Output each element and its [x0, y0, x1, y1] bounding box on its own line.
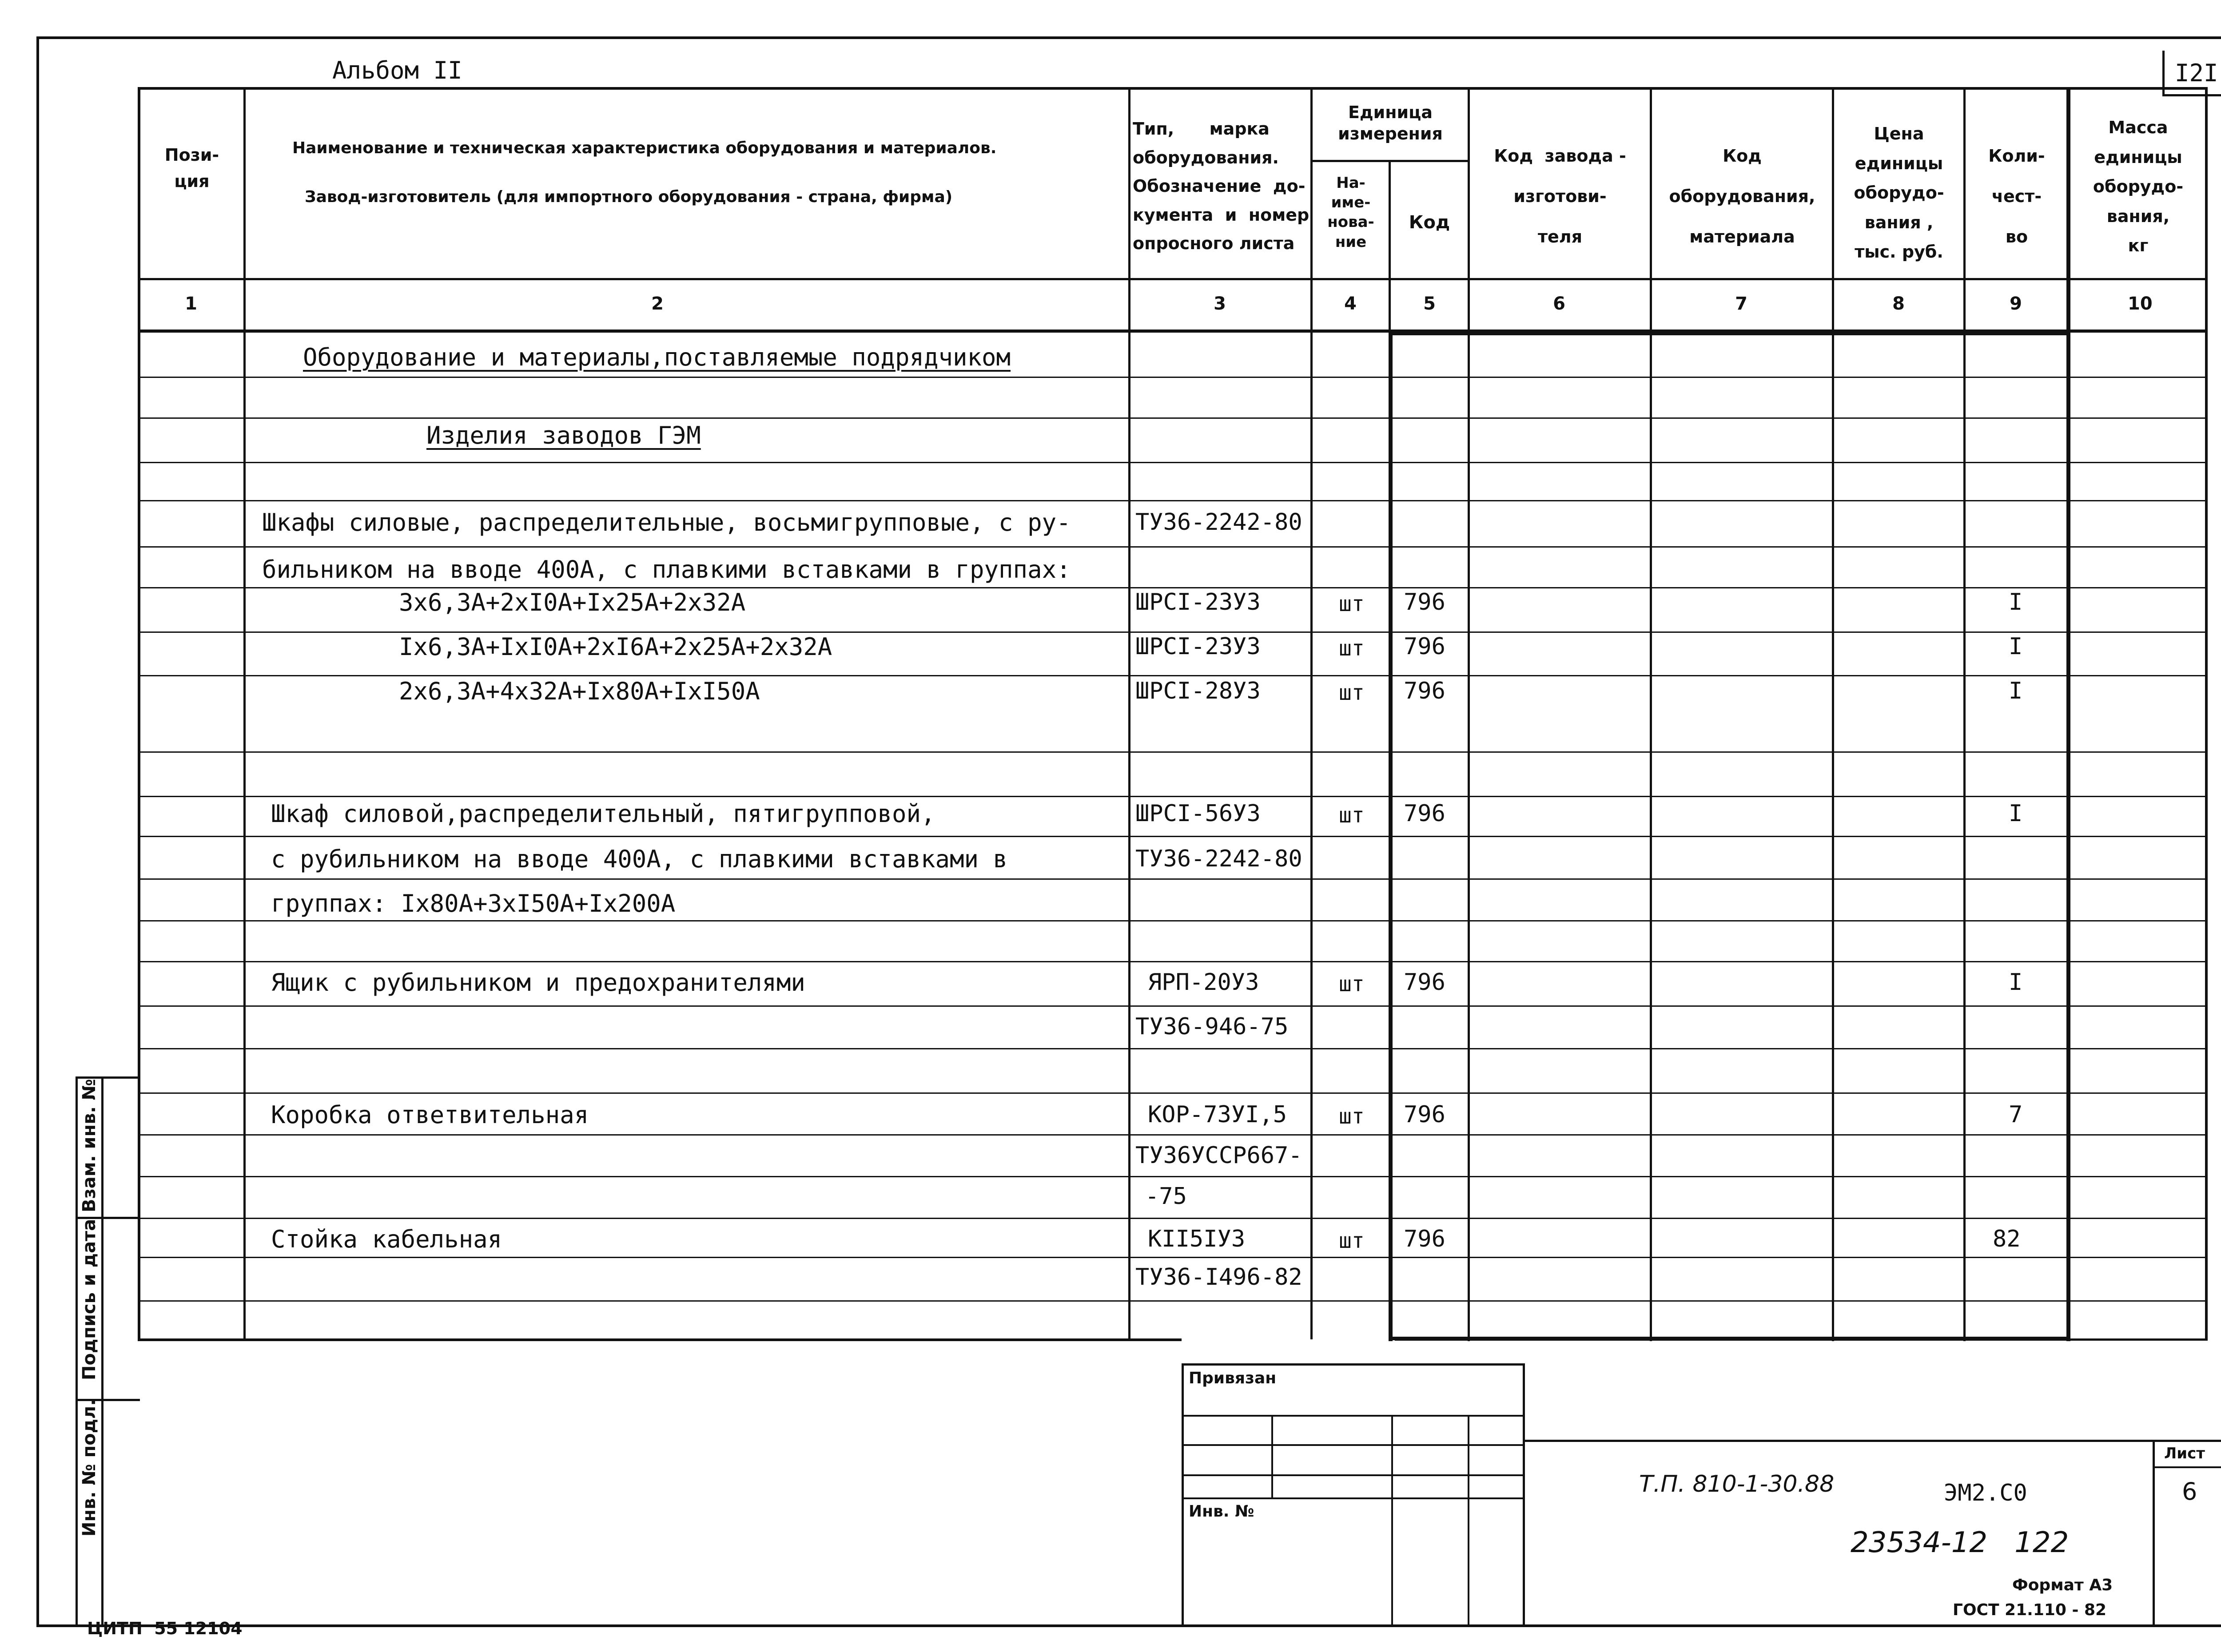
row-unit-code: 796: [1404, 678, 1445, 704]
row-type: КОР-73УI,5: [1148, 1101, 1287, 1128]
row-quantity: I: [2009, 589, 2023, 616]
row-quantity: I: [2009, 969, 2023, 996]
col4-group-header: Единица измерения: [1338, 103, 1443, 143]
header-bottom: [138, 278, 2208, 280]
row-line: [140, 920, 2206, 921]
list-label: Лист: [2164, 1445, 2205, 1462]
col1-header: Пози- ция: [164, 145, 219, 191]
row-type: ТУ36-2242-80: [1135, 509, 1302, 536]
row-line: [140, 1257, 2206, 1258]
column-number-10: 10: [2128, 294, 2153, 314]
row-line: [140, 751, 2206, 753]
row-type: ТУ36-I496-82: [1135, 1264, 1302, 1291]
row-line: [140, 1176, 2206, 1177]
row-line: [140, 836, 2206, 837]
row-name: Шкаф силовой,распределительный, пятигрупповой,: [271, 800, 935, 828]
col7-header: Код оборудования, материала: [1669, 146, 1815, 247]
album-title: Альбом II: [332, 56, 462, 84]
tb-list-sep: [2153, 1466, 2221, 1468]
column-number-6: 6: [1553, 294, 1565, 314]
row-line: [140, 796, 2206, 797]
column-number-7: 7: [1735, 294, 1747, 314]
row-line: [140, 546, 2206, 548]
table-right: [2205, 87, 2208, 1339]
col10-header: Масса единицы оборудо- вания, кг: [2093, 118, 2184, 255]
row-line: [140, 675, 2206, 676]
row-name: 2х6,3А+4х32А+Iх80А+IхI50А: [399, 677, 760, 705]
row-line: [140, 1134, 2206, 1136]
doc-code: Т.П. 810-1-30.88: [1639, 1471, 1835, 1497]
row-type: ШРСI-23У3: [1135, 589, 1261, 616]
row-unit: шт: [1339, 1104, 1365, 1129]
row-line: [140, 500, 2206, 501]
row-name: Оборудование и материалы,поставляемые подрядчиком: [303, 343, 1011, 371]
row-name: Ящик с рубильником и предохранителями: [271, 969, 805, 997]
row-unit-code: 796: [1404, 1101, 1445, 1128]
row-quantity: 7: [2009, 1101, 2023, 1128]
tb-top: [1182, 1363, 1524, 1366]
stamp-podpis-data: Подпись и дата: [79, 1219, 100, 1380]
thick-block-bottom: [1389, 1337, 2070, 1340]
row-type: КII5IУ3: [1148, 1226, 1246, 1252]
row-line: [140, 1300, 2206, 1302]
col2-header-line1: Наименование и техническая характеристика оборудования и материалов.: [292, 139, 997, 157]
row-name: Iх6,3А+IхI0А+2хI6А+2х25А+2х32А: [399, 633, 832, 661]
row-quantity: I: [2009, 800, 2023, 827]
column-number-9: 9: [2010, 294, 2022, 314]
column-number-8: 8: [1892, 294, 1905, 314]
row-quantity: I: [2009, 633, 2023, 660]
citp-label: ЦИТП 55 12104: [87, 1619, 243, 1638]
thick-block-top: [1389, 332, 2070, 335]
column-number-2: 2: [651, 294, 664, 314]
col-line-8: [1963, 87, 1966, 1341]
row-type: ШРСI-56У3: [1135, 800, 1261, 827]
stamp-inv-podl: Инв. № подл.: [79, 1399, 100, 1537]
row-unit: шт: [1339, 803, 1365, 828]
list-number: 6: [2182, 1477, 2197, 1505]
col6-header: Код завода - изготови- теля: [1494, 146, 1626, 247]
corner-underline: [2162, 94, 2221, 96]
privyazan-label: Привязан: [1189, 1369, 1277, 1387]
col5-header: Код: [1409, 212, 1450, 233]
row-line: [140, 878, 2206, 880]
row-type: ЯРП-20У3: [1148, 969, 1259, 996]
tb-line-c: [1182, 1474, 1524, 1476]
tb-right-small: [1523, 1363, 1525, 1625]
table-top: [138, 87, 2208, 90]
format-label: Формат А3: [2012, 1576, 2113, 1594]
row-quantity: I: [2009, 678, 2023, 704]
row-line: [140, 961, 2206, 962]
column-number-5: 5: [1423, 294, 1436, 314]
row-line: [140, 1218, 2206, 1219]
row-line: [140, 462, 2206, 463]
col8-header: Цена единицы оборудо- вания , тыс. руб.: [1854, 124, 1944, 262]
tb-v2: [1391, 1415, 1393, 1625]
row-quantity: 82: [1993, 1226, 2021, 1252]
row-line: [140, 1005, 2206, 1007]
column-number-1: 1: [185, 294, 197, 314]
column-number-4: 4: [1344, 294, 1357, 314]
stamp-vzam-inv: Взам. инв. №: [79, 1079, 100, 1212]
row-unit: шт: [1339, 1228, 1365, 1253]
row-type: ТУ36-946-75: [1135, 1013, 1289, 1040]
col9-header: Коли- чест- во: [1988, 146, 2045, 247]
row-name: 3х6,3А+2хI0А+Iх25А+2х32А: [399, 588, 746, 616]
col-line-7: [1832, 87, 1834, 1341]
row-name: бильником на вводе 400А, с плавкими вставками в группах:: [262, 556, 1071, 584]
gost-label: ГОСТ 21.110 - 82: [1953, 1601, 2107, 1619]
row-type: -75: [1145, 1183, 1187, 1210]
row-unit-code: 796: [1404, 800, 1445, 827]
tb-line-a: [1182, 1415, 1524, 1417]
row-unit: шт: [1339, 636, 1365, 661]
stamp-mid: [101, 1076, 103, 1627]
unit-group-line: [1310, 160, 1469, 162]
frame-bottom: [36, 1624, 2221, 1627]
row-name: Шкафы силовые, распределительные, восьмигрупповые, с ру-: [262, 508, 1071, 536]
col-line-1: [243, 87, 246, 1339]
doc-mark: ЭМ2.С0: [1944, 1480, 2027, 1506]
row-type: ШРСI-28У3: [1135, 678, 1261, 704]
page-corner-number: I2I: [2175, 59, 2218, 87]
inv-no-label: Инв. №: [1189, 1502, 1254, 1521]
row-line: [140, 377, 2206, 378]
stamp-left: [76, 1076, 78, 1627]
col-line-6: [1650, 87, 1652, 1341]
row-type: ТУ36-2242-80: [1135, 846, 1302, 872]
row-name: с рубильником на вводе 400А, с плавкими вставками в: [271, 845, 1008, 873]
column-number-3: 3: [1214, 294, 1226, 314]
row-unit-code: 796: [1404, 589, 1445, 616]
col-line-5: [1468, 87, 1470, 1341]
row-unit: шт: [1339, 592, 1365, 616]
tb-v1: [1271, 1415, 1273, 1499]
row-name: Коробка ответвительная: [271, 1101, 589, 1129]
row-unit: шт: [1339, 972, 1365, 997]
col-line-3: [1310, 87, 1313, 1339]
row-line: [140, 417, 2206, 419]
col2-header-line2: Завод-изготовитель (для импортного оборудования - страна, фирма): [305, 188, 953, 206]
col-line-9: [2066, 87, 2070, 1341]
row-unit: шт: [1339, 680, 1365, 705]
tb-line-d: [1182, 1497, 1524, 1499]
row-unit-code: 796: [1404, 1226, 1445, 1252]
row-type: ШРСI-23У3: [1135, 633, 1261, 660]
table-bottom: [138, 1338, 1182, 1341]
row-name: Изделия заводов ГЭМ: [426, 421, 701, 449]
row-type: ТУ36УССР667-: [1135, 1142, 1302, 1169]
row-unit-code: 796: [1404, 969, 1445, 996]
table-left: [138, 87, 140, 1339]
tb-v3: [1468, 1415, 1469, 1625]
row-unit-code: 796: [1404, 633, 1445, 660]
row-line: [140, 1092, 2206, 1094]
col-line-2: [1128, 87, 1130, 1339]
frame-left: [36, 36, 39, 1627]
row-name: группах: Iх80А+3хI50А+Iх200А: [271, 890, 676, 917]
col4-header: На- име- нова- ние: [1327, 174, 1374, 251]
tb-left: [1182, 1363, 1184, 1625]
handwritten-inventory: 23534-12 122: [1851, 1526, 2069, 1559]
row-name: Стойка кабельная: [271, 1225, 502, 1253]
col3-header: Тип, марка оборудования. Обозначение до- кумента и номер опросного листа: [1133, 119, 1310, 254]
frame-top: [36, 36, 2221, 39]
row-line: [140, 1048, 2206, 1049]
tb-main-top: [1524, 1440, 2221, 1442]
tb-line-b: [1182, 1444, 1524, 1446]
col-line-4b: [1389, 333, 1393, 1341]
